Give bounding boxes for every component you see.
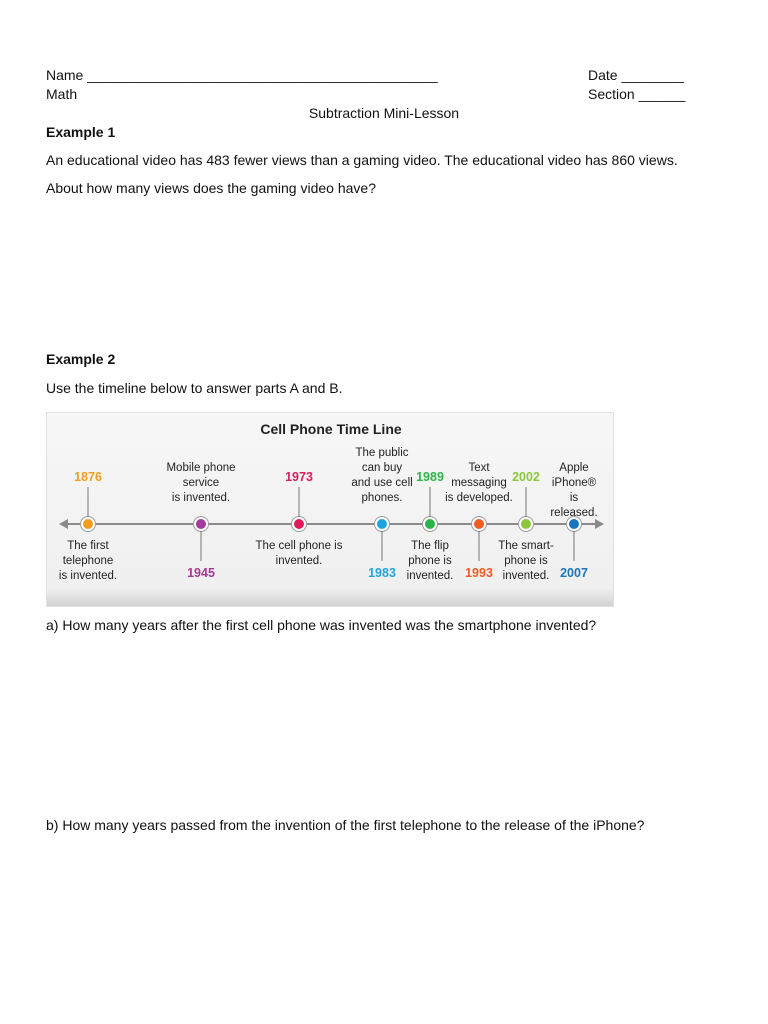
name-field-label: Name _____________________________________________	[46, 67, 438, 83]
timeline-marker-1945	[194, 517, 208, 531]
example2-heading: Example 2	[46, 351, 116, 367]
timeline-event-text-1983: The public can buy and use cell phones.	[351, 447, 413, 504]
timeline-connector	[574, 531, 575, 561]
subject-label: Math	[46, 86, 78, 102]
timeline-year-1876: 1876	[74, 470, 102, 484]
timeline-left-arrow-icon	[59, 519, 68, 529]
example2-intro: Use the timeline below to answer parts A and B.	[46, 380, 343, 396]
example1-heading: Example 1	[46, 124, 116, 140]
timeline-connector	[299, 487, 300, 517]
timeline-marker-1989	[423, 517, 437, 531]
timeline-connector	[479, 531, 480, 561]
timeline-marker-1973	[292, 517, 306, 531]
timeline-year-1973: 1973	[285, 470, 313, 484]
timeline-marker-1983	[375, 517, 389, 531]
question-a: a) How many years after the first cell phone was invented was the smartphone invented?	[46, 617, 597, 633]
example1-problem-line2: About how many views does the gaming video have?	[46, 180, 376, 196]
timeline-connector	[201, 531, 202, 561]
timeline-event-text-1993: Text messaging is developed.	[445, 462, 513, 504]
timeline-year-1983: 1983	[368, 566, 396, 580]
timeline-connector	[430, 487, 431, 517]
cell-phone-timeline	[46, 412, 614, 607]
timeline-event-text-1945: Mobile phone service is invented.	[166, 462, 236, 504]
timeline-connector	[382, 531, 383, 561]
timeline-year-1989: 1989	[416, 470, 444, 484]
timeline-marker-2002	[519, 517, 533, 531]
timeline-year-2007: 2007	[560, 566, 588, 580]
timeline-connector	[526, 487, 527, 517]
timeline-year-1993: 1993	[465, 566, 493, 580]
section-field-label: Section ______	[588, 86, 686, 102]
timeline-event-text-1989: The flip phone is invented.	[406, 540, 454, 582]
timeline-title: Cell Phone Time Line	[260, 421, 402, 437]
timeline-event-text-1876: The first telephone is invented.	[58, 540, 118, 582]
timeline-year-2002: 2002	[512, 470, 540, 484]
question-b: b) How many years passed from the invention of the first telephone to the release of the iPhone?	[46, 817, 645, 833]
timeline-marker-1876	[81, 517, 95, 531]
timeline-year-1945: 1945	[187, 566, 215, 580]
example1-problem-line1: An educational video has 483 fewer views than a gaming video. The educational video has 860 views.	[46, 152, 678, 168]
timeline-event-text-2002: The smart- phone is invented.	[498, 540, 554, 582]
timeline-marker-1993	[472, 517, 486, 531]
page-title: Subtraction Mini-Lesson	[308, 105, 460, 121]
date-field-label: Date ________	[588, 67, 684, 83]
timeline-event-text-1973: The cell phone is invented.	[255, 540, 343, 567]
timeline-connector	[88, 487, 89, 517]
timeline-event-text-2007: Apple iPhone® is released.	[550, 462, 598, 519]
